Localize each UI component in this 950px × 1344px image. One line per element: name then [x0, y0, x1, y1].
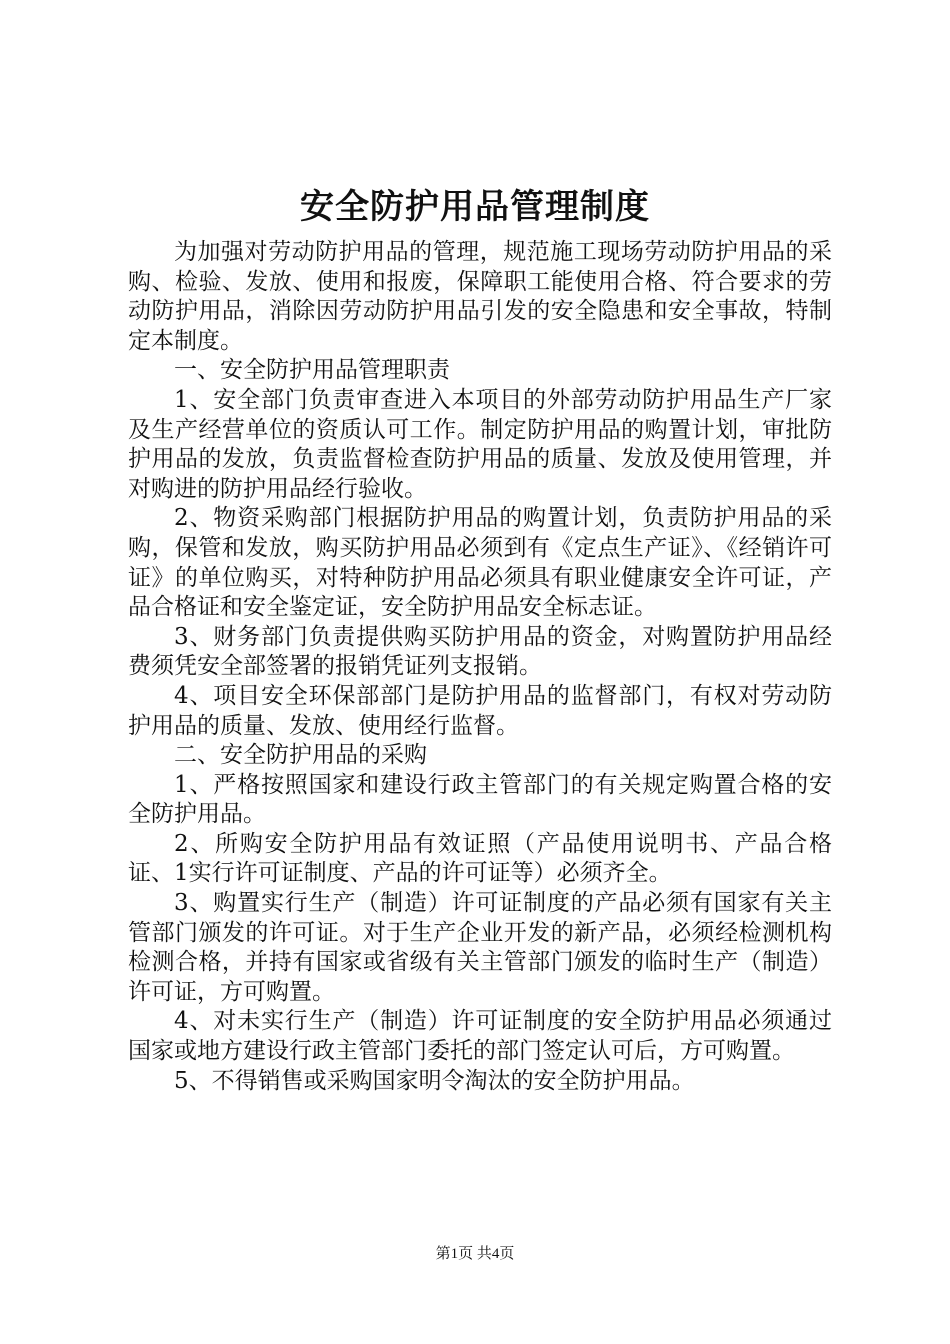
list-item: 3、财务部门负责提供购买防护用品的资金，对购置防护用品经费须凭安全部签署的报销凭证列支报销。	[128, 623, 832, 680]
list-item: 2、所购安全防护用品有效证照（产品使用说明书、产品合格证、1实行许可证制度、产品的许可证等）必须齐全。	[128, 830, 832, 887]
document-body	[128, 238, 832, 1096]
list-item: 1、严格按照国家和建设行政主管部门的有关规定购置合格的安全防护用品。	[128, 771, 832, 828]
list-item: 3、购置实行生产（制造）许可证制度的产品必须有国家有关主管部门颁发的许可证。对于生产企业开发的新产品，必须经检测机构检测合格，并持有国家或省级有关主管部门颁发的临时生产（制造）许可证，方可购置。	[128, 890, 832, 1005]
intro-paragraph: 为加强对劳动防护用品的管理，规范施工现场劳动防护用品的采购、检验、发放、使用和报废，保障职工能使用合格、符合要求的劳动防护用品，消除因劳动防护用品引发的安全隐患和安全事故，特制定本制度。	[128, 239, 832, 354]
list-item: 4、项目安全环保部部门是防护用品的监督部门，有权对劳动防护用品的质量、发放、使用经行监督。	[128, 682, 832, 739]
list-item: 2、物资采购部门根据防护用品的购置计划，负责防护用品的采购，保管和发放，购买防护用品必须到有《定点生产证》、《经销许可证》的单位购买，对特种防护用品必须具有职业健康安全许可证，产品合格证和安全鉴定证，安全防护用品安全标志证。	[128, 505, 832, 621]
section-heading-procurement: 二、安全防护用品的采购	[174, 742, 427, 769]
page-footer: 第1页 共4页	[435, 1246, 515, 1262]
list-item: 5、不得销售或采购国家明令淘汰的安全防护用品。	[174, 1067, 695, 1094]
section-heading-responsibilities: 一、安全防护用品管理职责	[174, 357, 450, 384]
document-title: 安全防护用品管理制度	[300, 187, 650, 227]
list-item: 1、安全部门负责审查进入本项目的外部劳动防护用品生产厂家及生产经营单位的资质认可工作。制定防护用品的购置计划，审批防护用品的发放，负责监督检查防护用品的质量、发放及使用管理，并对购进的防护用品经行验收。	[128, 386, 832, 502]
list-item: 4、对未实行生产（制造）许可证制度的安全防护用品必须通过国家或地方建设行政主管部门委托的部门签定认可后，方可购置。	[128, 1008, 832, 1065]
